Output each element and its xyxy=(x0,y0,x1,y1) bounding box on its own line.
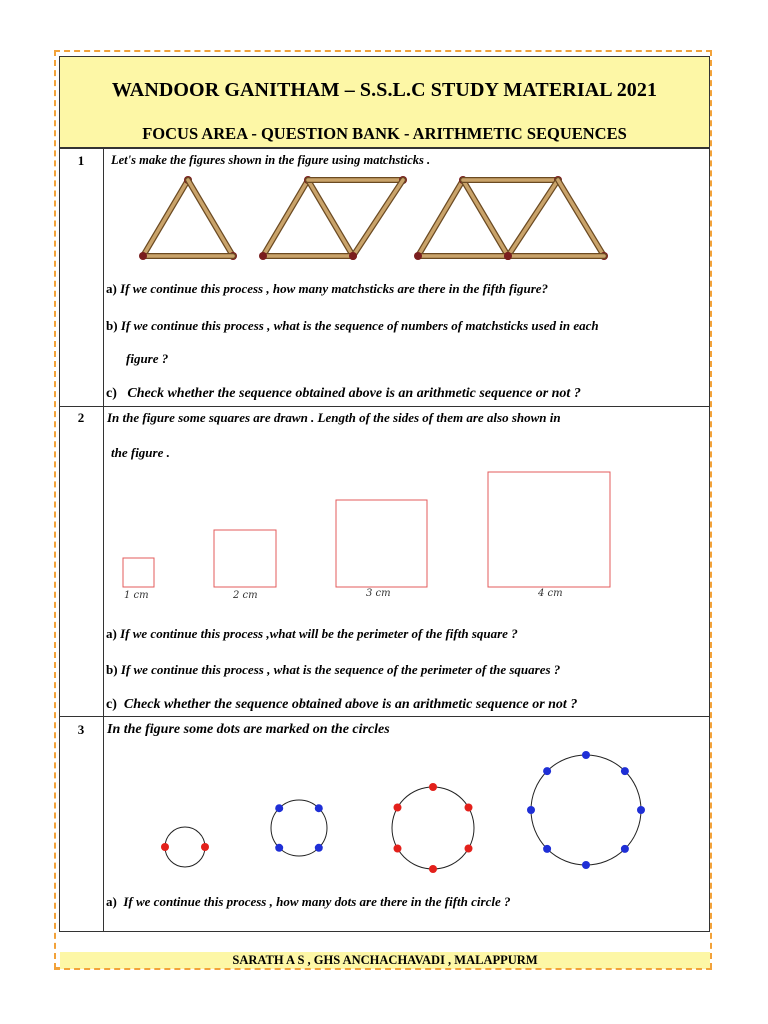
square-1cm xyxy=(123,558,154,587)
match-head xyxy=(414,252,422,260)
part-text: If we continue this process , what is the sequence of numbers of matchsticks used in each xyxy=(120,318,599,333)
circle-dot xyxy=(582,861,590,869)
matchstick-body xyxy=(188,180,233,256)
matchstick-body xyxy=(508,180,558,256)
square-4cm xyxy=(488,472,610,587)
part-label: b) xyxy=(106,318,118,333)
page-title: WANDOOR GANITHAM – S.S.L.C STUDY MATERIAL 2021 xyxy=(111,79,658,101)
question-prompt: Let's make the figures shown in the figure using matchsticks . xyxy=(111,153,431,167)
circle-dot xyxy=(637,806,645,814)
dot-circle xyxy=(165,827,205,867)
circle-dot xyxy=(315,844,323,852)
page-subtitle: FOCUS AREA - QUESTION BANK - ARITHMETIC SEQUENCES xyxy=(142,124,627,143)
square-label: 2 cm xyxy=(233,590,258,601)
part-label: a) xyxy=(106,894,117,909)
match-head xyxy=(504,252,512,260)
prompt-continuation: the figure . xyxy=(111,445,170,460)
circle-dot xyxy=(543,767,551,775)
part-label: b) xyxy=(106,662,118,677)
matchstick-body xyxy=(263,180,308,256)
matchstick-body xyxy=(558,180,604,256)
square-figures xyxy=(123,472,610,587)
matchstick-body xyxy=(308,180,353,256)
match-head xyxy=(349,252,357,260)
circle-dot xyxy=(465,845,473,853)
square-label: 1 cm xyxy=(124,590,149,601)
match-head xyxy=(139,252,147,260)
square-label: 3 cm xyxy=(366,588,391,599)
circle-dot xyxy=(582,751,590,759)
circle-dot xyxy=(275,804,283,812)
circle-dot xyxy=(527,806,535,814)
dot-circle xyxy=(392,787,474,869)
footer-credit: SARATH A S , GHS ANCHACHAVADI , MALAPPURM xyxy=(60,952,710,969)
circle-dot xyxy=(621,767,629,775)
square-label: 4 cm xyxy=(538,588,563,599)
part-text: Check whether the sequence obtained above is an arithmetic sequence or not ? xyxy=(123,697,578,712)
circle-dot xyxy=(201,843,209,851)
circle-dot xyxy=(465,804,473,812)
part-label: c) xyxy=(106,697,117,712)
part-text: If we continue this process ,what will be the perimeter of the fifth square ? xyxy=(120,626,518,641)
matchstick-body xyxy=(463,180,508,256)
square-2cm xyxy=(214,530,276,587)
part-text: Check whether the sequence obtained above is an arithmetic sequence or not ? xyxy=(127,386,581,401)
matchstick-body xyxy=(353,180,403,256)
question-prompt: In the figure some dots are marked on the circles xyxy=(107,722,390,737)
matchstick-figures xyxy=(139,176,608,260)
question-prompt: In the figure some squares are drawn . Length of the sides of them are also shown in xyxy=(107,410,561,425)
circle-dot xyxy=(275,844,283,852)
part-label: a) xyxy=(106,626,117,641)
part-text: If we continue this process , how many matchsticks are there in the fifth figure? xyxy=(120,281,549,296)
matchstick-body xyxy=(418,180,463,256)
match-head xyxy=(259,252,267,260)
circle-dot xyxy=(393,845,401,853)
question-number: 1 xyxy=(77,153,85,168)
circle-dot xyxy=(621,845,629,853)
question-number: 3 xyxy=(77,722,85,737)
circle-dot xyxy=(393,804,401,812)
part-continuation: figure ? xyxy=(126,351,169,366)
part-label: c) xyxy=(106,386,117,401)
part-label: a) xyxy=(106,281,117,296)
circle-dot xyxy=(429,865,437,873)
part-text: If we continue this process , what is the sequence of the perimeter of the squares ? xyxy=(120,662,561,677)
circle-dot xyxy=(543,845,551,853)
part-text: If we continue this process , how many dots are there in the fifth circle ? xyxy=(123,894,511,909)
dot-circle-figures xyxy=(161,751,645,873)
matchstick-body xyxy=(143,180,188,256)
circle-dot xyxy=(161,843,169,851)
question-number: 2 xyxy=(77,410,85,425)
page-border-bottom xyxy=(54,968,712,970)
square-3cm xyxy=(336,500,427,587)
circle-dot xyxy=(315,804,323,812)
circle-dot xyxy=(429,783,437,791)
